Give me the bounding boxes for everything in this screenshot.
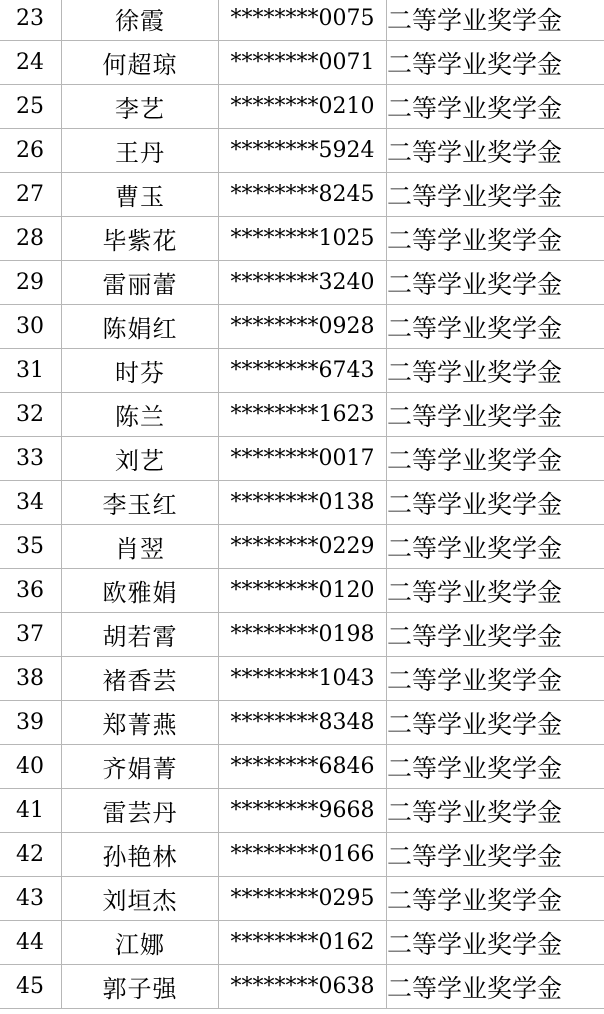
row-number: 29 <box>0 261 62 305</box>
award-level: 二等学业奖学金 <box>387 261 604 305</box>
row-number: 39 <box>0 701 62 745</box>
award-level: 二等学业奖学金 <box>387 437 604 481</box>
row-number: 23 <box>0 0 62 41</box>
row-number: 34 <box>0 481 62 525</box>
student-name: 李玉红 <box>62 481 219 525</box>
table-row <box>0 745 604 789</box>
student-name: 郑菁燕 <box>62 701 219 745</box>
student-id: ********0162 <box>219 921 387 965</box>
student-name: 肖翌 <box>62 525 219 569</box>
student-name: 李艺 <box>62 85 219 129</box>
student-id: ********6743 <box>219 349 387 393</box>
row-number: 44 <box>0 921 62 965</box>
student-name: 雷芸丹 <box>62 789 219 833</box>
row-number: 45 <box>0 965 62 1009</box>
row-number: 43 <box>0 877 62 921</box>
row-number: 30 <box>0 305 62 349</box>
student-id: ********0017 <box>219 437 387 481</box>
student-name: 毕紫花 <box>62 217 219 261</box>
award-level: 二等学业奖学金 <box>387 833 604 877</box>
award-level: 二等学业奖学金 <box>387 921 604 965</box>
award-level: 二等学业奖学金 <box>387 305 604 349</box>
row-number: 42 <box>0 833 62 877</box>
student-id: ********6846 <box>219 745 387 789</box>
award-level: 二等学业奖学金 <box>387 965 604 1009</box>
award-level: 二等学业奖学金 <box>387 569 604 613</box>
award-level: 二等学业奖学金 <box>387 789 604 833</box>
student-id: ********1623 <box>219 393 387 437</box>
table-row <box>0 569 604 613</box>
row-number: 25 <box>0 85 62 129</box>
award-level: 二等学业奖学金 <box>387 41 604 85</box>
student-name: 刘艺 <box>62 437 219 481</box>
table-row <box>0 0 604 41</box>
student-id: ********9668 <box>219 789 387 833</box>
student-name: 陈兰 <box>62 393 219 437</box>
row-number: 32 <box>0 393 62 437</box>
award-level: 二等学业奖学金 <box>387 525 604 569</box>
student-name: 雷丽蕾 <box>62 261 219 305</box>
award-level: 二等学业奖学金 <box>387 701 604 745</box>
student-id: ********1043 <box>219 657 387 701</box>
award-level: 二等学业奖学金 <box>387 173 604 217</box>
award-level: 二等学业奖学金 <box>387 613 604 657</box>
row-number: 40 <box>0 745 62 789</box>
student-name: 郭子强 <box>62 965 219 1009</box>
student-name: 何超琼 <box>62 41 219 85</box>
table-row <box>0 393 604 437</box>
student-id: ********1025 <box>219 217 387 261</box>
student-id: ********8245 <box>219 173 387 217</box>
table-row <box>0 525 604 569</box>
award-level: 二等学业奖学金 <box>387 85 604 129</box>
table-row <box>0 965 604 1009</box>
table-row <box>0 613 604 657</box>
row-number: 41 <box>0 789 62 833</box>
award-level: 二等学业奖学金 <box>387 129 604 173</box>
row-number: 28 <box>0 217 62 261</box>
table-row <box>0 261 604 305</box>
table-row <box>0 789 604 833</box>
table-row <box>0 217 604 261</box>
student-name: 时芬 <box>62 349 219 393</box>
table-row <box>0 701 604 745</box>
table-row <box>0 173 604 217</box>
row-number: 26 <box>0 129 62 173</box>
table-row <box>0 129 604 173</box>
table-row <box>0 481 604 525</box>
student-id: ********0638 <box>219 965 387 1009</box>
student-id: ********0295 <box>219 877 387 921</box>
student-name: 齐娟菁 <box>62 745 219 789</box>
table-row <box>0 833 604 877</box>
student-name: 徐霞 <box>62 0 219 41</box>
student-name: 曹玉 <box>62 173 219 217</box>
student-name: 欧雅娟 <box>62 569 219 613</box>
award-level: 二等学业奖学金 <box>387 0 604 41</box>
student-id: ********0075 <box>219 0 387 41</box>
row-number: 38 <box>0 657 62 701</box>
student-id: ********0071 <box>219 41 387 85</box>
row-number: 33 <box>0 437 62 481</box>
student-name: 刘垣杰 <box>62 877 219 921</box>
student-name: 江娜 <box>62 921 219 965</box>
table-row <box>0 349 604 393</box>
award-level: 二等学业奖学金 <box>387 745 604 789</box>
student-id: ********8348 <box>219 701 387 745</box>
award-level: 二等学业奖学金 <box>387 657 604 701</box>
student-name: 褚香芸 <box>62 657 219 701</box>
row-number: 35 <box>0 525 62 569</box>
table-row <box>0 921 604 965</box>
student-name: 陈娟红 <box>62 305 219 349</box>
student-id: ********0229 <box>219 525 387 569</box>
row-number: 37 <box>0 613 62 657</box>
row-number: 31 <box>0 349 62 393</box>
table-row <box>0 877 604 921</box>
student-id: ********3240 <box>219 261 387 305</box>
row-number: 36 <box>0 569 62 613</box>
award-level: 二等学业奖学金 <box>387 393 604 437</box>
student-id: ********0138 <box>219 481 387 525</box>
student-id: ********5924 <box>219 129 387 173</box>
table-row <box>0 85 604 129</box>
student-name: 胡若霄 <box>62 613 219 657</box>
table-row <box>0 657 604 701</box>
award-level: 二等学业奖学金 <box>387 481 604 525</box>
student-id: ********0210 <box>219 85 387 129</box>
student-id: ********0928 <box>219 305 387 349</box>
table-row <box>0 437 604 481</box>
row-number: 24 <box>0 41 62 85</box>
award-level: 二等学业奖学金 <box>387 217 604 261</box>
table-row <box>0 41 604 85</box>
award-level: 二等学业奖学金 <box>387 349 604 393</box>
student-id: ********0120 <box>219 569 387 613</box>
row-number: 27 <box>0 173 62 217</box>
student-name: 孙艳林 <box>62 833 219 877</box>
table-row <box>0 305 604 349</box>
student-name: 王丹 <box>62 129 219 173</box>
student-id: ********0198 <box>219 613 387 657</box>
student-id: ********0166 <box>219 833 387 877</box>
award-level: 二等学业奖学金 <box>387 877 604 921</box>
